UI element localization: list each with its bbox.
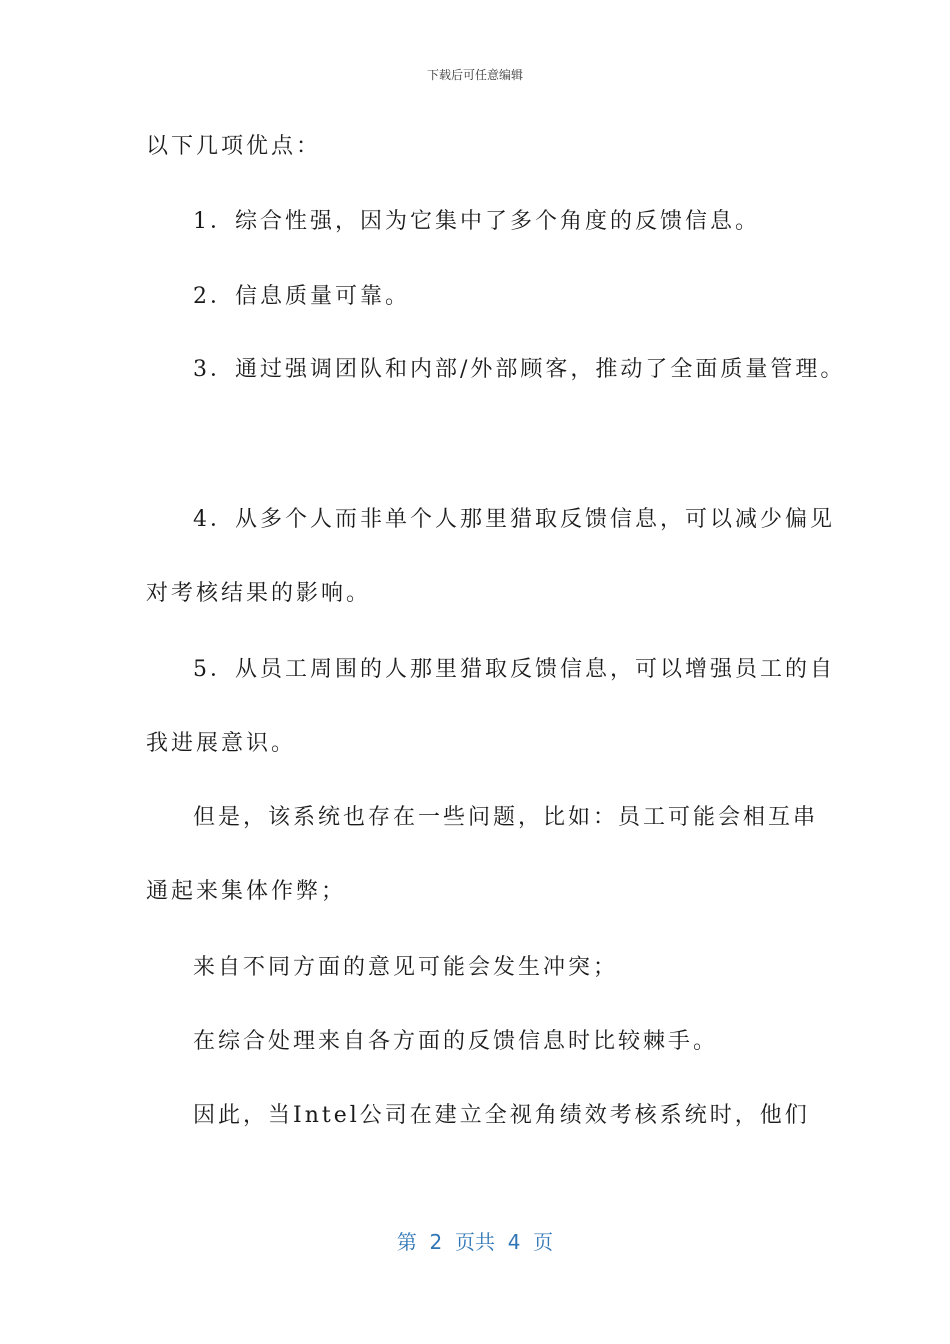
text-line-point-5-cont: 我进展意识。 — [146, 731, 297, 756]
page-footer: 第 2 页共 4 页 — [396, 1230, 554, 1254]
text-line-point-5: 5．从员工周围的人那里猎取反馈信息，可以增强员工的自 — [193, 657, 835, 682]
text-line-point-4: 4．从多个人而非单个人那里猎取反馈信息，可以减少偏见 — [193, 507, 835, 532]
text-line-point-1: 1．综合性强，因为它集中了多个角度的反馈信息。 — [193, 209, 760, 234]
text-line-conflict: 来自不同方面的意见可能会发生冲突； — [193, 955, 619, 980]
text-line-problems: 但是，该系统也存在一些问题，比如：员工可能会相互串 — [193, 805, 819, 830]
text-line-point-2: 2．信息质量可靠。 — [193, 284, 410, 309]
text-line-difficulty: 在综合处理来自各方面的反馈信息时比较棘手。 — [193, 1029, 719, 1054]
text-line-intro: 以下几项优点： — [146, 134, 322, 159]
text-line-point-3: 3．通过强调团队和内部/外部顾客，推动了全面质量管理。 — [193, 357, 846, 382]
text-line-problems-cont: 通起来集体作弊； — [146, 879, 347, 904]
text-line-point-4-cont: 对考核结果的影响。 — [146, 581, 372, 606]
text-line-conclusion: 因此，当Intel公司在建立全视角绩效考核系统时，他们 — [193, 1103, 810, 1128]
page-header: 下载后可任意编辑 — [426, 68, 523, 82]
